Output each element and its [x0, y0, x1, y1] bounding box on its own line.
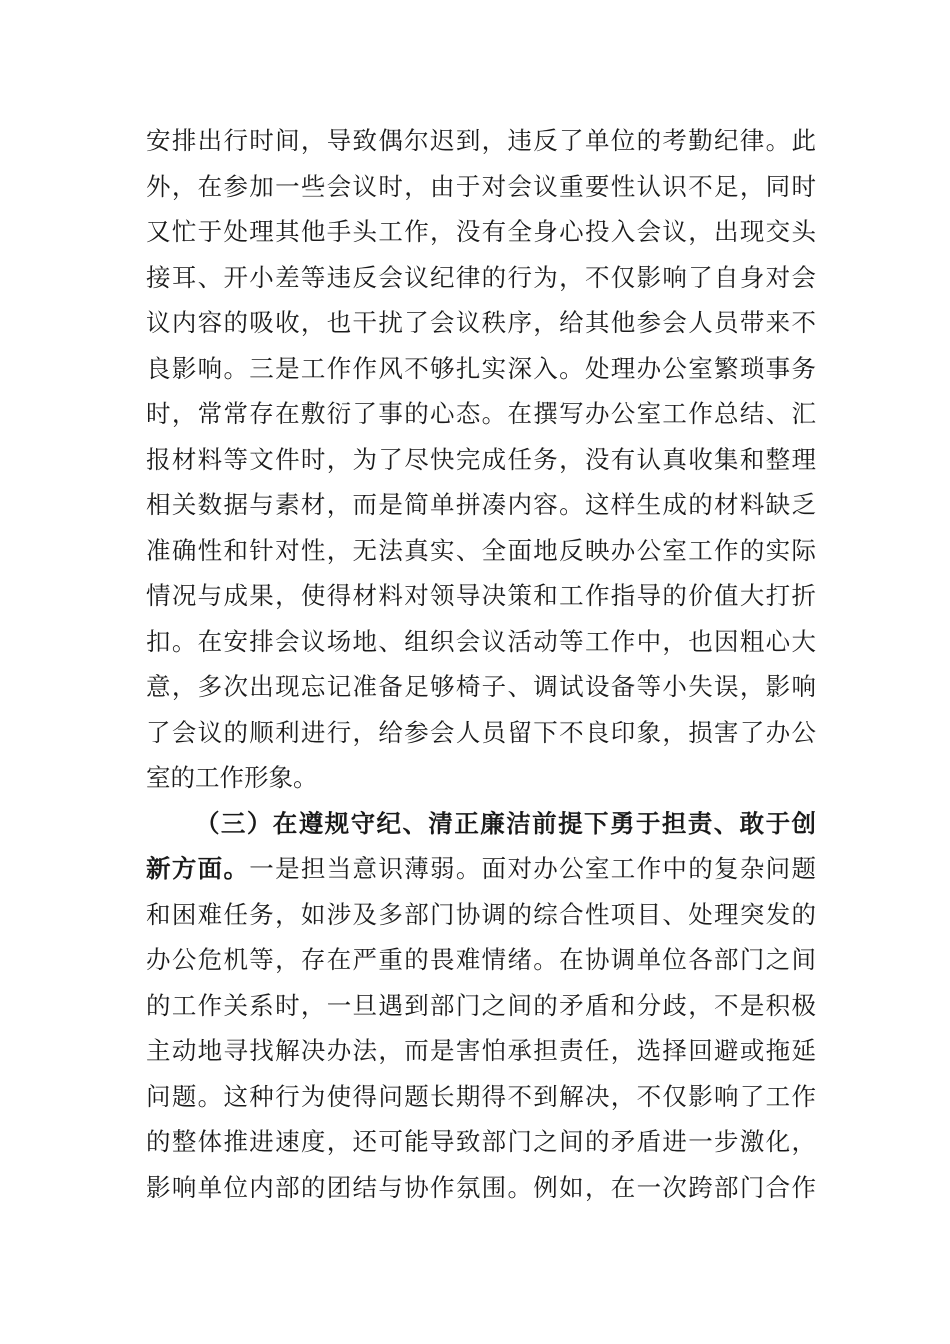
body-text: [146, 118, 816, 1210]
paragraph-line: 时，常常存在敷衍了事的心态。在撰写办公室工作总结、汇: [146, 399, 816, 428]
paragraph-line: 又忙于处理其他手头工作，没有全身心投入会议，出现交头: [146, 217, 816, 246]
paragraph-line: 影响单位内部的团结与协作氛围。例如，在一次跨部门合作: [146, 1172, 816, 1202]
paragraph-line: 准确性和针对性，无法真实、全面地反映办公室工作的实际: [146, 535, 816, 565]
paragraph-line: 扣。在安排会议场地、组织会议活动等工作中，也因粗心大: [146, 626, 816, 656]
section-heading-continuation: [146, 846, 816, 892]
paragraph-line: 和困难任务，如涉及多部门协调的综合性项目、处理突发的: [146, 899, 816, 929]
paragraph-line: 良影响。三是工作作风不够扎实深入。处理办公室繁琐事务: [146, 353, 816, 383]
paragraph-line: 问题。这种行为使得问题长期得不到解决，不仅影响了工作: [146, 1081, 816, 1111]
section-heading: （三）在遵规守纪、清正廉洁前提下勇于担责、敢于创: [195, 808, 816, 838]
paragraph-line: 情况与成果，使得材料对领导决策和工作指导的价值大打折: [146, 581, 816, 610]
paragraph-line: 了会议的顺利进行，给参会人员留下不良印象，损害了办公: [146, 717, 816, 747]
section-first-sentence: 一是担当意识薄弱。面对办公室工作中的复杂问题: [249, 854, 816, 883]
paragraph-line: 外，在参加一些会议时，由于对会议重要性认识不足，同时: [146, 171, 816, 201]
paragraph-line: 室的工作形象。: [146, 763, 318, 792]
paragraph-line: 相关数据与素材，而是简单拼凑内容。这样生成的材料缺乏: [146, 490, 816, 519]
paragraph-line: 的工作关系时，一旦遇到部门之间的矛盾和分歧，不是积极: [146, 990, 816, 1020]
paragraph-line: 办公危机等，存在严重的畏难情绪。在协调单位各部门之间: [146, 945, 816, 974]
paragraph-line: 报材料等文件时，为了尽快完成任务，没有认真收集和整理: [146, 444, 816, 474]
paragraph-line: 安排出行时间，导致偶尔迟到，违反了单位的考勤纪律。此: [146, 126, 816, 155]
paragraph-line: 主动地寻找解决办法，而是害怕承担责任，选择回避或拖延: [146, 1036, 816, 1065]
section-heading-end: 新方面。: [146, 854, 250, 883]
paragraph-line: 的整体推进速度，还可能导致部门之间的矛盾进一步激化，: [146, 1127, 816, 1156]
paragraph-line: 议内容的吸收，也干扰了会议秩序，给其他参会人员带来不: [146, 308, 816, 337]
paragraph-line: 意，多次出现忘记准备足够椅子、调试设备等小失误，影响: [146, 672, 816, 701]
paragraph-line: 接耳、开小差等违反会议纪律的行为，不仅影响了自身对会: [146, 262, 816, 292]
